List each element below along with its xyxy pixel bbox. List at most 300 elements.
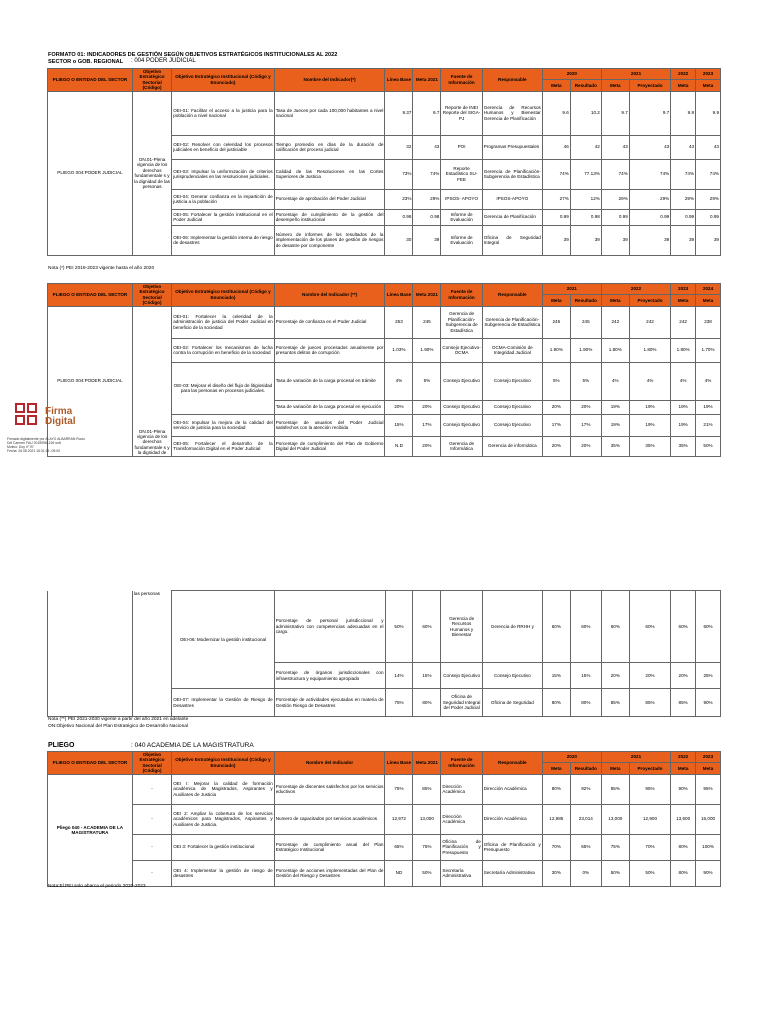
meta-cell: 60% [413,591,441,663]
value-cell: 65% [570,834,601,860]
value-cell: 39 [671,225,696,255]
baseline-cell: 50% [385,591,413,663]
meta-cell: 15% [413,663,441,689]
col-responsible: Responsable [482,69,542,92]
value-cell: 25% [696,663,721,689]
col-sector-objective: Objetivo Estratégico Sectorial (Código) [132,284,171,307]
value-cell: 29% [671,189,696,209]
oei-cell: OEI-01: Facilitar el acceso a la justicia para la población a nivel nacional [172,91,274,135]
signature-brand: Firma Digital [45,406,76,427]
source-cell: Consejo Ejecutivo-OCMA [441,338,482,362]
sector-objective-cell: - [132,834,171,860]
col-baseline: Línea Base [385,752,413,775]
value-cell: 70% [542,834,570,860]
sector-objective-cell: - [132,774,171,804]
sub-meta: Meta [542,763,570,774]
responsible-cell: Programas Presupuestales [482,135,542,159]
value-cell: 60% [696,591,721,663]
value-cell: 39 [601,225,629,255]
sub-meta: Meta [601,80,629,91]
sub-meta: Meta [542,295,570,306]
source-cell: Gerencia de Recursos Humanos y Bienestar [441,591,482,663]
value-cell: 9.7 [601,91,629,135]
value-cell: 20% [671,663,696,689]
indicators-table-2022 [47,68,721,256]
indicator-cell: Tasa de Jueces por cada 100,000 habitantes a nivel nacional [274,91,385,135]
table3-note-1: Nota (**) PEI 2021-2030 vigente a partir del año 2021 en adelante [48,717,189,722]
responsible-cell: Gerencia de Planificación [482,209,542,225]
value-cell: 90% [696,689,721,717]
value-cell: 9.9 [696,91,721,135]
oei-cell: OEI 2: Ampliar la cobertura de los servicios académicos para Magistrados, Aspirantes y Auxiliares de Justicia. [172,804,274,834]
col-source: Fuente de Información [441,69,482,92]
table-row [48,306,721,338]
table-row [48,860,721,886]
value-cell: 85% [629,689,670,717]
value-cell: 0.99 [542,209,570,225]
baseline-cell: 14% [385,663,413,689]
value-cell: 4% [601,362,629,400]
col-source: Fuente de Información [441,284,482,307]
baseline-cell: ND [385,860,413,886]
value-cell: 20% [570,400,601,414]
indicator-cell: Porcentaje de acciones implementadas del Plan de Gestión del Riesgo y Desastres [274,860,385,886]
responsible-cell: IPSOS-APOYO [482,189,542,209]
value-cell: 74% [696,159,721,189]
indicator-cell: Porcentaje de jueces procesados anualmente por presuntos delitos de corrupción [274,338,385,362]
source-cell: Gerencia de Planificación- Subgerencia de Estadística [441,306,482,338]
oei-cell: OEI-02: Fortalecer los mecanismos de lucha contra la corrupción en beneficio de la sociedad [172,338,274,362]
col-responsible: Responsable [482,752,542,775]
table-row [48,774,721,804]
value-cell: 46 [542,135,570,159]
value-cell: 12% [570,189,601,209]
value-cell: 12,985 [542,804,570,834]
value-cell: 17% [570,414,601,436]
indicator-cell: Porcentaje de confianza en el Poder Judicial [274,306,385,338]
col-year-2020: 2020 [542,752,601,763]
indicators-table-2024-continued [47,590,721,717]
oei-cell: OEI I: Mejorar la calidad de formación académica de Magistrados, Aspirantes y Auxiliares de Justicia [172,774,274,804]
value-cell: 60% [570,591,601,663]
meta-cell: 245 [413,306,441,338]
value-cell: 43 [696,135,721,159]
source-cell: Informe de Evaluación [441,225,482,255]
value-cell: 242 [671,306,696,338]
col-meta-2021: Meta 2021 [413,284,441,307]
value-cell: 15,000 [696,804,721,834]
value-cell: 29% [601,189,629,209]
value-cell: 5% [542,362,570,400]
responsible-cell: OCMA-Comisión de Integridad Judicial [482,338,542,362]
value-cell: 20% [570,436,601,456]
value-cell: 39 [570,225,601,255]
meta-cell: 9.7 [413,91,441,135]
source-cell: Gerencia de Informática [441,436,482,456]
sector-objective-cell: - [132,804,171,834]
col-year-2023: 2023 [696,69,721,80]
value-cell: 15% [542,663,570,689]
baseline-cell: 0.98 [385,209,413,225]
sub-meta: Meta [671,763,696,774]
value-cell: 90% [671,774,696,804]
value-cell: 19% [671,400,696,414]
oei-cell: OEI-05: Fortalecer la gestión institucional en el Poder Judicial [172,209,274,225]
sector-value: : 004 PODER JUDICIAL [131,58,196,64]
meta-cell: 29% [413,189,441,209]
value-cell: 0.99 [601,209,629,225]
value-cell: 70% [629,834,670,860]
meta-cell: 20% [413,400,441,414]
value-cell: 80% [671,860,696,886]
sub-meta: Meta [696,80,721,91]
value-cell: 95% [696,774,721,804]
col-sector-objective: Objetivo Estratégico Sectorial (Código) [132,69,171,92]
value-cell: 50% [601,860,629,886]
responsible-cell: Consejo Ejecutivo [482,362,542,400]
col-year-2023: 2023 [671,284,696,295]
value-cell: 35% [601,436,629,456]
source-cell: Informe de Evaluación [441,209,482,225]
value-cell: 42 [570,135,601,159]
indicator-cell: Porcentaje de aprobación del Poder Judicial [274,189,385,209]
baseline-cell: 15% [385,414,413,436]
value-cell: 20% [629,663,670,689]
baseline-cell: 32 [385,135,413,159]
value-cell: 85% [671,689,696,717]
entity-cell-empty [48,591,133,717]
baseline-cell: 75% [385,774,413,804]
col-institutional-objective: Objetivo Estratégico Institucional (Código y Enunciado) [172,752,274,775]
source-cell: Oficina de Planificación y Presupuesto [441,834,482,860]
signature-signer: Firmado digitalmente por ALAYO ALBARRAN Rocio Del Carmen FAU 20159981216 soft [7,437,85,445]
value-cell: 1.80% [671,338,696,362]
baseline-cell: 65% [385,834,413,860]
entity-cell: PLIEGO 004:PODER JUDICIAL [48,91,133,255]
col-entity: PLIEGO O ENTIDAD DEL SECTOR [48,69,133,92]
value-cell: 60% [542,591,570,663]
responsible-cell: Secretaría Administrativa [482,860,542,886]
col-year-2022: 2022 [671,752,696,763]
pliego-value: : 040 ACADEMIA DE LA MAGISTRATURA [131,742,254,749]
col-year-2022: 2022 [671,69,696,80]
value-cell: 20% [542,436,570,456]
table3-note-2: ON:Objetivo Nacional del Plan Estratégico de Desarrollo Nacional [48,724,188,729]
sector-label: SECTOR o GOB. REGIONAL [48,59,124,65]
col-institutional-objective: Objetivo Estratégico Institucional (Código y Enunciado) [172,69,274,92]
value-cell: 245 [570,306,601,338]
oei-cell: OEI-06: Implementar la gestión interna de riesgo de desastres [172,225,274,255]
col-meta-2021: Meta 2021 [413,752,441,775]
oei-cell: OEI-01: Fortalecer la celeridad de la administración de justicia del Poder Judicial en beneficio de la sociedad [172,306,274,338]
value-cell: 80% [671,834,696,860]
value-cell: 74% [671,159,696,189]
baseline-cell: 12,972 [385,804,413,834]
table4-note: Nota:El PEI solo abarca el periodo 2020-2023 [48,884,146,889]
responsible-cell: Gerencia de Planificación- Subgerencia de Estadística [482,306,542,338]
indicator-cell: Porcentaje de discentes satisfechos por los servicios eductivos [274,774,385,804]
value-cell: 43 [601,135,629,159]
pliego-label: PLIEGO [48,742,75,749]
sub-proyectado: Proyectado [629,80,670,91]
source-cell: Consejo Ejecutivo [441,414,482,436]
value-cell: 77.13% [570,159,601,189]
value-cell: 35% [629,436,670,456]
indicator-cell: Porcentaje de cumplimiento anual del Plan Estratégico Institucional [274,834,385,860]
responsible-cell: Gerencia de Planificación- Subgerencia de Estadística [482,159,542,189]
responsible-cell: Oficina de Seguridad [482,689,542,717]
col-year-2024: 2024 [696,284,721,295]
value-cell: 10.2 [570,91,601,135]
value-cell: 1.90% [570,338,601,362]
responsible-cell: Oficina de Seguridad Integral [482,225,542,255]
source-cell: POI [441,135,482,159]
value-cell: 5% [570,362,601,400]
value-cell: 39 [542,225,570,255]
value-cell: 19% [629,400,670,414]
col-entity: PLIEGO O ENTIDAD DEL SECTOR [48,284,133,307]
table-row [48,591,721,663]
responsible-cell: Gerencia de RRHH y [482,591,542,663]
value-cell: 60% [629,591,670,663]
value-cell: 1.90% [542,338,570,362]
oei-cell: OEI 3: Fortalecer la gestión institucional [172,834,274,860]
oei-cell: OEI-06: Modernizar la gestión institucional [172,591,275,689]
indicator-cell: Calidad de las Resoluciones en las Cortes Superiores de Justicia [274,159,385,189]
col-year-2020: 2020 [542,69,601,80]
value-cell: 80% [542,689,570,717]
value-cell: 29% [629,189,670,209]
oei-cell: OEI-04: Impulsar la mejora de la calidad del servicio de justicia para la sociedad [172,414,274,436]
col-baseline: Línea Base [385,69,413,92]
indicator-cell: Tasa de variación de la carga procesal en ejecución [274,400,385,414]
oei-cell: OEI-02: Resolver con celeridad los procesos judiciales en beneficio del justiciable [172,135,274,159]
value-cell: 29% [696,189,721,209]
value-cell: 60% [601,591,629,663]
indicators-table-academia [47,751,721,887]
value-cell: 27% [542,189,570,209]
value-cell: 0.98 [570,209,601,225]
value-cell: 13,500 [671,804,696,834]
value-cell: 19% [629,414,670,436]
meta-cell: 0.98 [413,209,441,225]
col-source: Fuente de Información [441,752,482,775]
source-cell: IPSOS- APOYO [441,189,482,209]
meta-cell: 75% [413,834,441,860]
baseline-cell: 75% [385,689,413,717]
value-cell: 1.80% [629,338,670,362]
meta-cell: 20% [413,436,441,456]
value-cell: 20% [542,400,570,414]
col-indicator: Nombre del Indicador(*) [274,69,385,92]
col-sector-objective: Objetivo Estratégico Sectorial (Código) [132,752,171,775]
meta-cell: 13,000 [413,804,441,834]
value-cell: 23,014 [570,804,601,834]
meta-cell: 80% [413,689,441,717]
meta-cell: 17% [413,414,441,436]
value-cell: 50% [696,436,721,456]
sub-meta: Meta [671,295,696,306]
col-indicator: Nombre del Indicador (**) [274,284,385,307]
baseline-cell: 23% [385,189,413,209]
meta-cell: 74% [413,159,441,189]
value-cell: 13,000 [601,804,629,834]
indicator-cell: Porcentaje de actividades ejecutadas en materia de Gestión Riesgo de Desastres [274,689,385,717]
sub-meta: Meta [696,295,721,306]
sub-meta: Meta [696,763,721,774]
meta-cell: 50% [413,860,441,886]
col-responsible: Responsable [482,284,542,307]
value-cell: 100% [696,834,721,860]
value-cell: 4% [671,362,696,400]
value-cell: 0.99 [629,209,670,225]
source-cell: Consejo Ejecutivo [441,400,482,414]
value-cell: 0.99 [671,209,696,225]
col-year-2021: 2021 [601,69,670,80]
col-year-2023: 2023 [696,752,721,763]
col-indicator: Nombre del Indicador [274,752,385,775]
responsible-cell: Consejo Ejecutivo [482,400,542,414]
oei-cell: OEI-04: Generar confianza en la impartición de justicia a la población [172,189,274,209]
indicators-table-2024 [47,283,721,457]
value-cell: 80% [570,689,601,717]
meta-cell: 85% [413,774,441,804]
col-baseline: Línea Base [385,284,413,307]
value-cell: 39 [696,225,721,255]
oei-cell: OEI-05: Fortalecer el desarrollo de la Transformación Digital en el Poder Judicial [172,436,274,456]
baseline-cell: 253 [385,306,413,338]
sub-resultado: Resultado [570,80,601,91]
sub-meta: Meta [601,763,629,774]
value-cell: 20% [601,663,629,689]
value-cell: 43 [629,135,670,159]
value-cell: 0.99 [696,209,721,225]
responsible-cell: Dirección Académica [482,804,542,834]
col-year-2021: 2021 [542,284,601,295]
value-cell: 9.7 [629,91,670,135]
baseline-cell: 4% [385,362,413,400]
value-cell: 4% [696,362,721,400]
value-cell: 90% [696,860,721,886]
value-cell: 19% [601,414,629,436]
meta-cell: 1.90% [413,338,441,362]
entity-cell: Pliego 040 - ACADEMIA DE LA MAGISTRATURA [48,774,133,886]
sub-resultado: Resultado [570,763,601,774]
table-row [48,834,721,860]
value-cell: 35% [671,436,696,456]
value-cell: 238 [696,306,721,338]
oei-cell: OEI-07: Implementar la Gestión de Riesgo de Desastres [172,689,275,717]
value-cell: 1.80% [601,338,629,362]
col-year-2022: 2022 [601,284,670,295]
baseline-cell: N.D [385,436,413,456]
sector-objective-cell: ON.01-Plena vigencia de los derechos fundamentale s y la dignidad de [132,306,171,456]
indicator-cell: Porcentaje de personal jurisdiccional y administrativo con competencias adecuadas en el cargo. [274,591,385,663]
oei-cell: OEI 4: Implementar la gestión de riesgo de desastres [172,860,274,886]
value-cell: 43 [671,135,696,159]
value-cell: 92% [570,774,601,804]
value-cell: 1.70% [696,338,721,362]
sub-resultado: Resultado [570,295,601,306]
indicator-cell: Porcentaje de órganos jurisdiccionales con infraestructura y equipamiento apropiado [274,663,385,689]
source-cell: Reporte Estadístico SU-FEE [441,159,482,189]
responsible-cell: Oficina de Planificación y Presupuesto [482,834,542,860]
meta-cell: 5% [413,362,441,400]
baseline-cell: 1.03% [385,338,413,362]
indicator-cell: Porcentaje de cumplimiento del Plan de Gobierno Digital del Poder Judicial [274,436,385,456]
col-entity: PLIEGO O ENTIDAD DEL SECTOR [48,752,133,775]
value-cell: 245 [542,306,570,338]
value-cell: 39 [629,225,670,255]
source-cell: Reporte de INEI Reporte del SIGA-PJ [441,91,482,135]
table-row [48,91,721,135]
value-cell: 17% [542,414,570,436]
indicator-cell: Tasa de variación de la carga procesal en trámite [274,362,385,400]
source-cell: Oficina de Seguridad Integral del Poder Judicial [441,689,482,717]
baseline-cell: 73% [385,159,413,189]
responsible-cell: Gerencia de informática [482,436,542,456]
value-cell: 242 [601,306,629,338]
indicator-cell: Numero de capacitados por servicios académicos [274,804,385,834]
responsible-cell: Dirección Académica [482,774,542,804]
value-cell: 95% [629,774,670,804]
signature-date: Fecha: 26.08.2021 16:31:35 -05:00 [7,449,60,453]
indicator-cell: Número de informes de los resultados de la implementación de los planes de gestión de riesgos de desastre por componente [274,225,385,255]
value-cell: 19% [601,400,629,414]
sub-meta: Meta [542,80,570,91]
table1-note: Nota (*) PEI 2019-2023 vigente hasta el año 2020 [48,266,155,271]
oei-cell: OEI-03: Impulsar la uniformización de criterios jurisprudenciales en las resoluciones judiciales. [172,159,274,189]
sub-proyectado: Proyectado [629,763,670,774]
baseline-cell: 9.37 [385,91,413,135]
value-cell: 15% [570,663,601,689]
signature-details [7,437,87,453]
source-cell: Dirección Académica [441,774,482,804]
sub-meta: Meta [601,295,629,306]
value-cell: 60% [671,591,696,663]
indicator-cell: Porcentaje de usuarios del Poder Judicial satisfechos con la atención recibida [274,414,385,436]
value-cell: 9.8 [671,91,696,135]
baseline-cell: 20% [385,400,413,414]
signature-reason: Motivo: Doy V° B° [7,445,35,449]
value-cell: 85% [601,689,629,717]
value-cell: 19% [671,414,696,436]
entity-cell: PLIEGO 004:PODER JUDICIAL [48,306,133,456]
value-cell: 21% [696,414,721,436]
sector-objective-cell: - [132,860,171,886]
source-cell: Secretaría Administrativa [441,860,482,886]
value-cell: 74% [542,159,570,189]
table-row [48,804,721,834]
value-cell: 74% [601,159,629,189]
col-meta-2021: Meta 2021 [413,69,441,92]
value-cell: 0% [570,860,601,886]
value-cell: 4% [629,362,670,400]
value-cell: 19% [696,400,721,414]
value-cell: 242 [629,306,670,338]
sub-meta: Meta [671,80,696,91]
meta-cell: 43 [413,135,441,159]
value-cell: 50% [629,860,670,886]
source-cell: Dirección Académica [441,804,482,834]
sector-objective-cell: las personas [132,591,171,717]
value-cell: 12,900 [629,804,670,834]
responsible-cell: Consejo Ejecutivo [482,414,542,436]
responsible-cell: Gerencia de Recursos Humanos y Bienestar Gerencia de Planificación [482,91,542,135]
responsible-cell: Consejo Ejecutivo [482,663,542,689]
value-cell: 80% [542,774,570,804]
value-cell: 30% [542,860,570,886]
